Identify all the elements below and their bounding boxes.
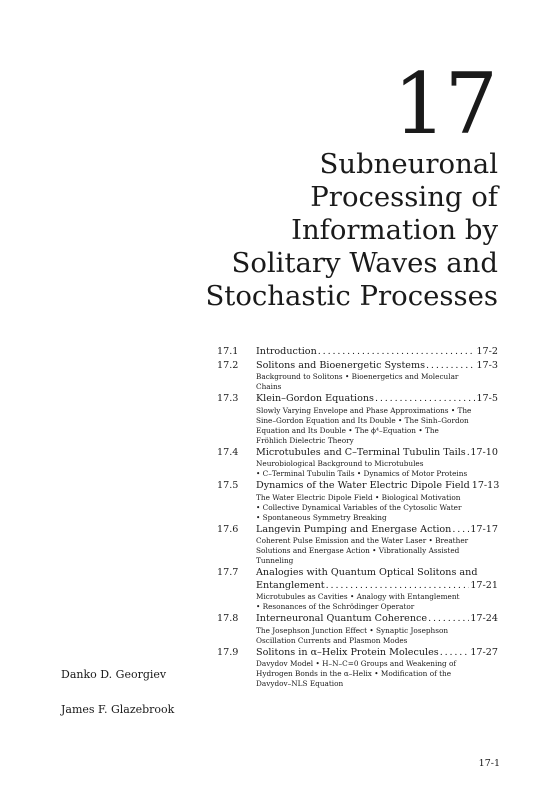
- toc-entry-body: [256, 393, 498, 446]
- author-name: Danko D. Georgiev: [61, 668, 167, 681]
- toc-subsection-line: Solutions and Energase Action • Vibrationally Assisted: [256, 546, 460, 555]
- toc-page-number: 17-2: [476, 346, 498, 357]
- toc-subsection-line: Fröhlich Dielectric Theory: [256, 435, 354, 445]
- toc-title: Klein–Gordon Equations: [256, 393, 374, 404]
- toc-leader-dots: [440, 647, 470, 660]
- toc-entry-body: [256, 567, 498, 612]
- chapter-title-line: Processing of: [310, 181, 498, 213]
- toc-subsection-line: Davydov Model • H–N–C=0 Groups and Weakening of: [256, 659, 457, 668]
- toc-subsection-line: Background to Solitons • Bioenergetics and Molecular: [256, 372, 459, 381]
- toc-entry[interactable]: [217, 346, 498, 359]
- toc-title: Solitons in α–Helix Protein Molecules: [256, 646, 439, 658]
- toc-subsection-line: Hydrogen Bonds in the α–Helix • Modification of the: [256, 669, 452, 678]
- toc-entry[interactable]: [217, 567, 498, 612]
- toc-subsection-line: Tunneling: [256, 556, 294, 565]
- chapter-title-line: Subneuronal: [319, 148, 498, 180]
- toc-title: Entanglement: [256, 579, 325, 591]
- toc-section-number: 17.2: [217, 359, 239, 371]
- toc-subsection-line: The Josephson Junction Effect • Synaptic Josephson: [256, 625, 449, 635]
- toc-leader-dots: [452, 524, 469, 537]
- toc-title: Analogies with Quantum Optical Solitons and: [256, 567, 478, 578]
- toc-entry[interactable]: [217, 613, 498, 646]
- toc-title: Langevin Pumping and Energase Action: [256, 523, 452, 535]
- toc-section-number: 17.3: [217, 393, 239, 404]
- toc-entry-body: [256, 480, 498, 523]
- toc-entry-body: [256, 647, 498, 690]
- toc-entry[interactable]: [217, 360, 498, 393]
- toc-section-number: 17.6: [217, 523, 239, 535]
- toc-leader-dots: [467, 447, 470, 460]
- toc-section-number: 17.8: [217, 613, 239, 624]
- toc-title: Introduction: [256, 346, 317, 357]
- page-number: 17-1: [478, 758, 500, 769]
- toc-section-number: 17.1: [217, 346, 239, 357]
- toc-title: Dynamics of the Water Electric Dipole Field: [256, 480, 470, 491]
- toc-subsection-line: The Water Electric Dipole Field • Biological Motivation: [256, 492, 461, 502]
- toc-subsection-line: Neurobiological Background to Microtubules: [256, 459, 424, 468]
- toc-section-number: 17.7: [217, 567, 239, 578]
- toc-subsection-line: Microtubules as Cavities • Analogy with Entanglement: [256, 592, 460, 601]
- table-of-contents: [217, 346, 498, 690]
- toc-leader-dots: [428, 613, 469, 626]
- chapter-title-line: Solitary Waves and: [231, 247, 498, 279]
- toc-entry-body: [256, 360, 498, 393]
- toc-subsection-line: Sine–Gordon Equation and Its Double • The Sinh–Gordon: [256, 415, 469, 425]
- toc-page-number: 17-5: [476, 393, 498, 404]
- toc-subsection-line: • Collective Dynamical Variables of the Cytosolic Water: [256, 502, 462, 512]
- toc-entry[interactable]: [217, 480, 498, 523]
- toc-entry-body: [256, 447, 498, 480]
- toc-page-number: 17-13: [471, 480, 500, 491]
- chapter-title-line: Stochastic Processes: [205, 280, 498, 312]
- toc-title: Microtubules and C–Terminal Tubulin Tails: [256, 446, 466, 458]
- toc-leader-dots: [326, 580, 470, 593]
- toc-page-number: 17-10: [470, 446, 498, 458]
- toc-entry[interactable]: [217, 647, 498, 690]
- toc-page-number: 17-27: [470, 646, 498, 658]
- toc-leader-dots: [375, 393, 475, 406]
- toc-subsection-line: • Spontaneous Symmetry Breaking: [256, 512, 387, 522]
- toc-page-number: 17-21: [470, 579, 498, 591]
- toc-subsection-line: Slowly Varying Envelope and Phase Approximations • The: [256, 405, 472, 415]
- chapter-title-line: Information by: [291, 214, 498, 246]
- chapter-title: [178, 148, 498, 313]
- chapter-number: 17: [393, 55, 496, 153]
- toc-entry[interactable]: [217, 447, 498, 480]
- toc-section-number: 17.5: [217, 480, 239, 491]
- toc-entry[interactable]: [217, 524, 498, 567]
- toc-subsection-line: Coherent Pulse Emission and the Water Laser • Breather: [256, 536, 469, 545]
- toc-leader-dots: [426, 360, 475, 373]
- toc-title: Interneuronal Quantum Coherence: [256, 613, 428, 624]
- toc-section-number: 17.4: [217, 446, 239, 458]
- toc-entry-body: [256, 346, 498, 359]
- toc-page-number: 17-3: [476, 359, 498, 371]
- toc-entry-body: [256, 613, 498, 646]
- toc-page-number: 17-17: [470, 523, 498, 535]
- toc-subsection-line: Davydov–NLS Equation: [256, 679, 344, 688]
- toc-subsection-line: Chains: [256, 382, 282, 391]
- toc-subsection-line: • Resonances of the Schrödinger Operator: [256, 602, 415, 611]
- toc-entry-body: [256, 524, 498, 567]
- toc-subsection-line: Equation and Its Double • The ϕ⁴–Equation • The: [256, 425, 439, 435]
- toc-leader-dots: [318, 346, 476, 359]
- toc-entry[interactable]: [217, 393, 498, 446]
- toc-title: Solitons and Bioenergetic Systems: [256, 359, 426, 371]
- toc-subsection-line: • C–Terminal Tubulin Tails • Dynamics of Motor Proteins: [256, 469, 468, 478]
- toc-page-number: 17-24: [470, 613, 498, 624]
- author-name: James F. Glazebrook: [61, 703, 175, 716]
- toc-section-number: 17.9: [217, 646, 239, 658]
- toc-subsection-line: Oscillation Currents and Plasmon Modes: [256, 635, 408, 645]
